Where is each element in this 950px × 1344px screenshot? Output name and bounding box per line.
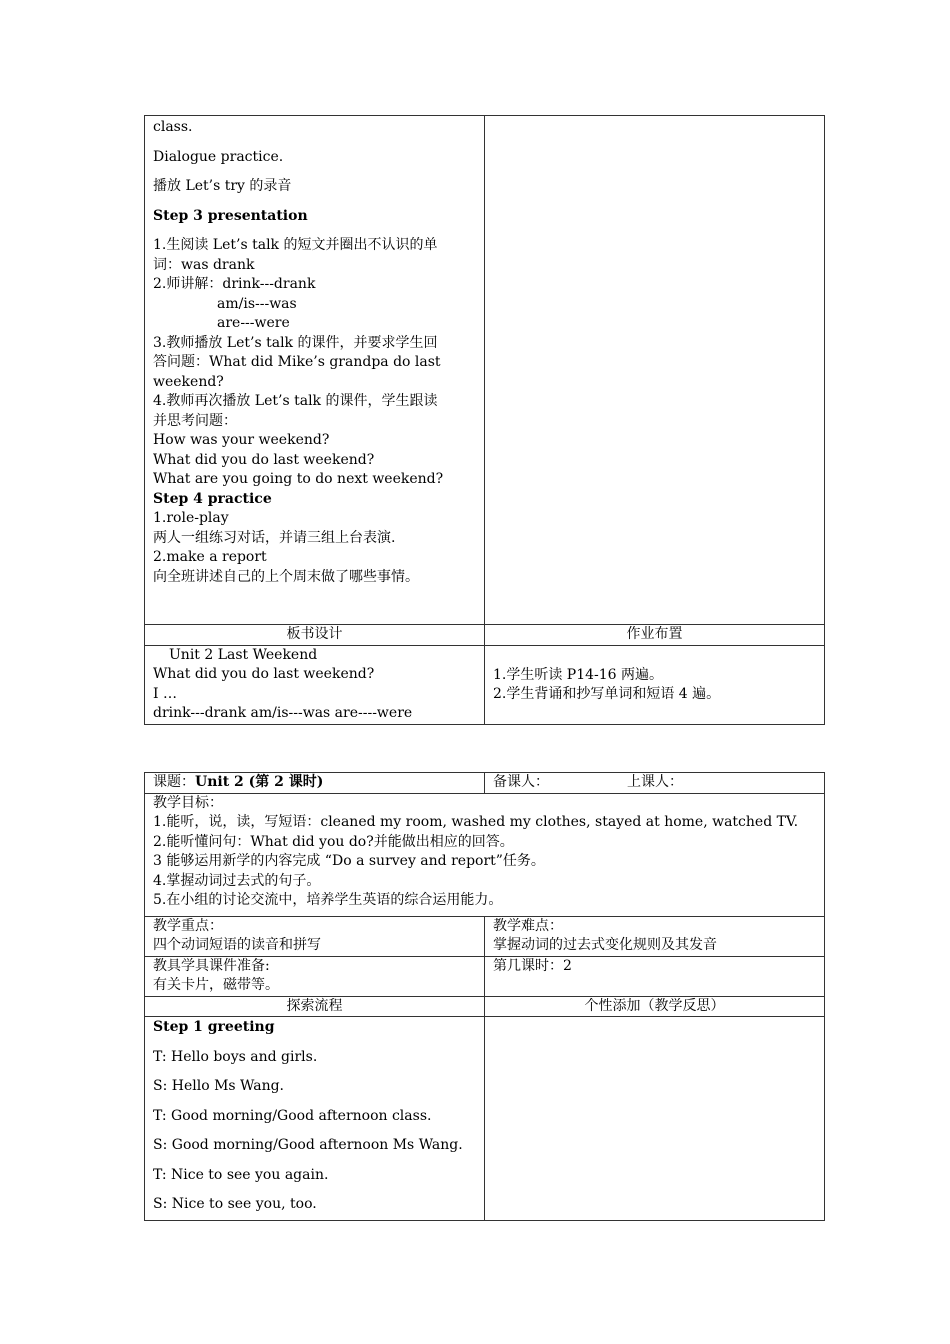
topic-value: Unit 2 (第 2 课时) — [195, 774, 324, 790]
step4-heading: Step 4 practice — [153, 490, 272, 507]
step3-heading: Step 3 presentation — [153, 207, 308, 224]
text-line: 1.学生听读 P14-16 两遍。 — [493, 666, 664, 683]
difficulty-value: 掌握动词的过去式变化规则及其发音 — [493, 937, 717, 953]
materials-value: 有关卡片，磁带等。 — [153, 977, 279, 993]
dialogue-line: S: Good morning/Good afternoon Ms Wang. — [153, 1137, 463, 1153]
objective-item: 1.能听，说，读，写短语：cleaned my room, washed my clothes, stayed at home, watched TV. — [153, 814, 799, 830]
text-line: 3.教师播放 Let’s talk 的课件，并要求学生回 — [153, 334, 438, 351]
reflection-body-cell — [485, 1017, 825, 1221]
lesson-plan-table-1 — [144, 115, 825, 725]
dialogue-line: T: Hello boys and girls. — [153, 1048, 318, 1065]
step1-heading: Step 1 greeting — [153, 1019, 275, 1035]
key-points-label: 教学重点： — [153, 917, 223, 934]
text-line: drink---drank am/is---was are----were — [153, 705, 413, 721]
text-line: What did you do last weekend? — [153, 666, 375, 682]
dialogue-line: T: Nice to see you again. — [153, 1166, 329, 1183]
process-cell — [145, 116, 485, 625]
materials-label: 教具学具课件准备: — [153, 957, 270, 974]
lesson-number-cell — [485, 956, 825, 996]
text-line: Unit 2 Last Weekend — [169, 646, 318, 663]
text-line: weekend? — [153, 373, 224, 390]
lesson-plan-table-2 — [144, 772, 825, 1221]
teacher-label: 上课人： — [627, 774, 683, 790]
text-line: I … — [153, 685, 177, 702]
topic-label: 课题： — [153, 774, 195, 790]
text-line: 向全班讲述自己的上个周末做了哪些事情。 — [153, 568, 419, 585]
text-line: 答问题：What did Mike’s grandpa do last — [153, 354, 441, 370]
step1-cell — [145, 1017, 485, 1221]
text-line: What did you do last weekend? — [153, 451, 375, 468]
lesson-number: 第几课时：2 — [493, 957, 572, 974]
objective-item: 4.掌握动词过去式的句子。 — [153, 872, 321, 889]
key-points-cell — [145, 916, 485, 956]
objective-item: 2.能听懂问句：What did you do?并能做出相应的回答。 — [153, 833, 514, 850]
text-line: 2.make a report — [153, 549, 267, 565]
homework-header: 作业布置 — [485, 625, 825, 646]
text-line: Dialogue practice. — [153, 148, 284, 165]
board-design-header: 板书设计 — [145, 625, 485, 646]
text-line: How was your weekend? — [153, 432, 330, 448]
objective-item: 3 能够运用新学的内容完成 “Do a survey and report”任务。 — [153, 853, 545, 869]
text-line: 2.师讲解：drink---drank — [153, 276, 316, 292]
text-line: am/is---was — [217, 295, 297, 312]
text-line: 两人一组练习对话，并请三组上台表演. — [153, 529, 396, 546]
text-line: 4.教师再次播放 Let’s talk 的课件，学生跟读 — [153, 393, 438, 409]
teachers-cell — [485, 773, 825, 794]
text-line: 播放 Let’s try 的录音 — [153, 178, 292, 194]
text-line: class. — [153, 119, 193, 135]
text-line: 1.role-play — [153, 510, 229, 526]
reflection-header: 个性添加（教学反思） — [485, 996, 825, 1017]
topic-cell — [145, 773, 485, 794]
text-line: What are you going to do next weekend? — [153, 471, 444, 487]
text-line: 并思考问题： — [153, 412, 237, 429]
homework-cell — [485, 645, 825, 724]
board-design-cell — [145, 645, 485, 724]
dialogue-line: T: Good morning/Good afternoon class. — [153, 1107, 432, 1124]
text-line: are---were — [217, 315, 290, 331]
key-points-value: 四个动词短语的读音和拼写 — [153, 937, 321, 953]
process-header: 探索流程 — [145, 996, 485, 1017]
text-line: 2.学生背诵和抄写单词和短语 4 遍。 — [493, 686, 721, 702]
difficulty-cell — [485, 916, 825, 956]
preparer-label: 备课人： — [493, 774, 549, 790]
materials-cell — [145, 956, 485, 996]
reflection-cell — [485, 116, 825, 625]
text-line: 1.生阅读 Let’s talk 的短文并圈出不认识的单 — [153, 237, 438, 253]
objectives-cell — [145, 793, 825, 916]
objective-item: 5.在小组的讨论交流中，培养学生英语的综合运用能力。 — [153, 892, 503, 908]
dialogue-line: S: Hello Ms Wang. — [153, 1078, 285, 1094]
dialogue-line: S: Nice to see you, too. — [153, 1196, 317, 1212]
objectives-title: 教学目标： — [153, 794, 223, 811]
difficulty-label: 教学难点： — [493, 917, 563, 934]
text-line: 词：was drank — [153, 256, 255, 273]
